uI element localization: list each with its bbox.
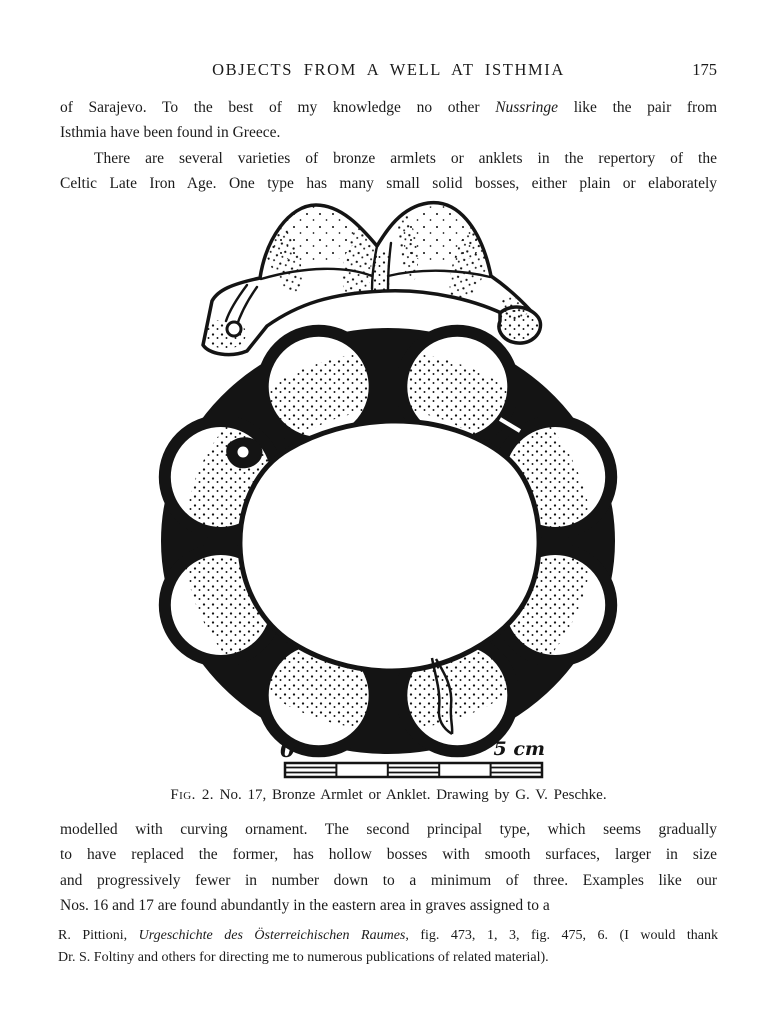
footnote-line: Dr. S. Foltiny and others for directing me to numerous publications of related material). <box>58 949 549 965</box>
armlet-plan-view <box>165 331 611 752</box>
text-line: Nos. 16 and 17 are found abundantly in the eastern area in graves assigned to a <box>60 896 550 914</box>
text-line: and progressively fewer in number down to a minimum of three. Examples like our <box>60 871 717 889</box>
figure-caption: Fig. 2. No. 17, Bronze Armlet or Anklet. Drawing by G. V. Peschke. <box>170 787 607 803</box>
page-header <box>60 60 717 80</box>
paragraph-3 <box>60 817 717 918</box>
text-block-top <box>60 95 717 196</box>
running-head: OBJECTS FROM A WELL AT ISTHMIA <box>212 60 565 79</box>
text-line: Celtic Late Iron Age. One type has many small solid bosses, either plain or elaborately <box>60 174 717 192</box>
paragraph-1 <box>60 95 717 146</box>
scale-label-5cm: 5 cm <box>493 738 545 760</box>
text-line: to have replaced the former, has hollow bosses with smooth surfaces, larger in size <box>60 846 717 864</box>
page-number: 175 <box>692 60 717 79</box>
figure-label: Fig. 2. <box>170 787 214 803</box>
text-line: Isthmia have been found in Greece. <box>60 124 281 142</box>
scale-label-zero: 0 <box>280 737 296 763</box>
text-line: modelled with curving ornament. The second principal type, which seems gradually <box>60 821 717 838</box>
footnote <box>58 925 718 968</box>
text-line: of Sarajevo. To the best of my knowledge no other Nussringe like the pair from <box>60 99 717 116</box>
paragraph-2 <box>60 146 717 197</box>
rivet-hole <box>227 322 241 336</box>
footnote-line: R. Pittioni, Urgeschichte des Österreichischen Raumes, fig. 473, 1, 3, fig. 475, 6. (I would thank <box>58 928 718 943</box>
armlet-drawing <box>148 197 628 785</box>
text-line: There are several varieties of bronze armlets or anklets in the repertory of the <box>94 149 717 167</box>
text-block-bottom <box>60 817 717 918</box>
figure-2 <box>148 197 628 785</box>
